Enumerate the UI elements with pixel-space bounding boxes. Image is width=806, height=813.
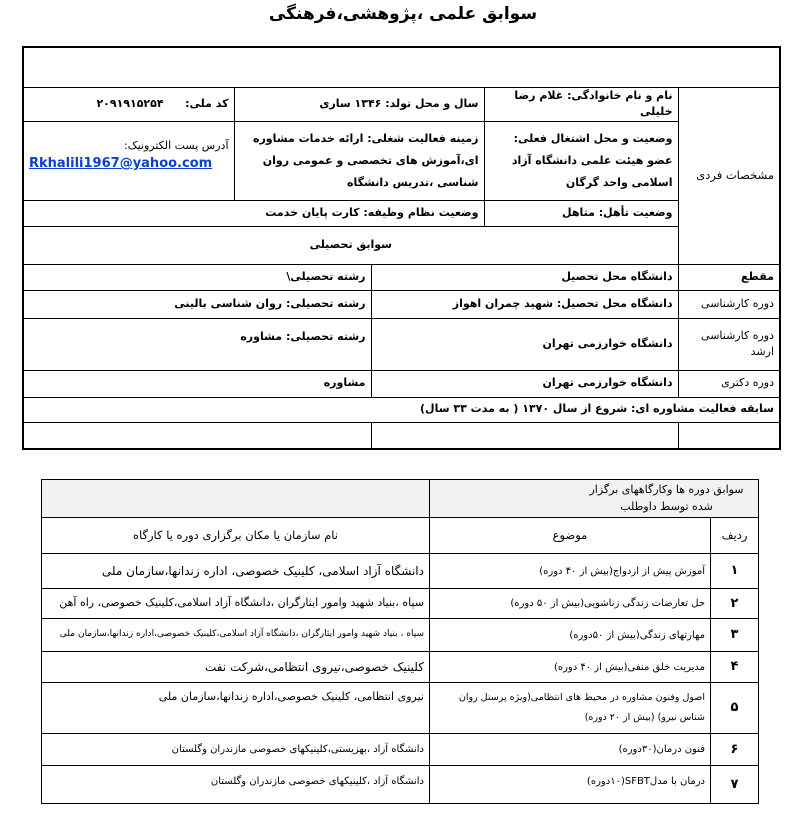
military-cell: وضعیت نظام وظیفه: کارت پایان خدمت <box>23 200 484 226</box>
caption-blank <box>42 480 430 518</box>
row-num: ۲ <box>711 589 759 619</box>
edu-level-1: دوره کارشناسی <box>678 290 780 318</box>
table-row <box>42 683 759 734</box>
blank-top-row <box>23 47 780 87</box>
table-row <box>42 766 759 804</box>
row-num: ۶ <box>711 734 759 766</box>
blank-cell-3 <box>23 422 371 449</box>
row-num: ۳ <box>711 619 759 652</box>
col-org: نام سازمان یا مکان برگزاری دوره یا کارگاه <box>42 518 430 554</box>
national-code-value: ۲۰۹۱۹۱۵۲۵۴ <box>96 96 164 110</box>
row-org: دانشگاه آزاد ،بهزیستی،کلینیکهای خصوصی مازندران وگلستان <box>42 734 430 766</box>
page-title: سوابق علمی ،پژوهشی،فرهنگی <box>268 4 538 24</box>
edu-field-1: رشته تحصیلی: روان شناسی بالینی <box>23 290 371 318</box>
workshops-table <box>41 479 759 804</box>
counseling-history: سابقه فعالیت مشاوره ای: شروع از سال ۱۳۷۰ ( به مدت ۳۳ سال) <box>23 397 780 422</box>
national-code-cell <box>23 87 234 121</box>
activity-cell: زمینه فعالیت شغلی: ارائه خدمات مشاوره ای،آموزش های تخصصی و عمومی روان شناسی ،تدریس دانشگاه <box>234 121 484 200</box>
col-num: ردیف <box>711 518 759 554</box>
edu-level-3: دوره دکتری <box>678 370 780 397</box>
table-row <box>42 589 759 619</box>
blank-cell-2 <box>371 422 678 449</box>
row-org: دانشگاه آزاد اسلامی، کلینیک خصوصی، اداره زندانها،سازمان ملی <box>42 554 430 589</box>
edu-field-3: مشاوره <box>23 370 371 397</box>
blank-cell-1 <box>678 422 780 449</box>
email-link[interactable]: Rkhalili1967@yahoo.com <box>29 156 213 171</box>
col-field: رشته تحصیلی\ <box>23 264 371 290</box>
row-num: ۷ <box>711 766 759 804</box>
row-num: ۵ <box>711 683 759 734</box>
personal-section-label: مشخصات فردی <box>678 87 780 264</box>
row-topic: اصول وفنون مشاوره در محیط های انتظامی(ویژه پرسنل روان شناس نیرو) (بیش از ۲۰ دوره) <box>430 683 711 734</box>
table-row <box>42 652 759 683</box>
table-row <box>42 734 759 766</box>
email-cell <box>23 121 234 200</box>
row-org: نیروی انتظامی، کلینیک خصوصی،اداره زندانها،سازمان ملی <box>42 683 430 734</box>
job-status-cell: وضعیت و محل اشتغال فعلی: عضو هیئت علمی دانشگاه آزاد اسلامی واحد گرگان <box>484 121 678 200</box>
birth-cell: سال و محل تولد: ۱۳۴۶ ساری <box>234 87 484 121</box>
row-topic: فنون درمان(۳۰دوره) <box>430 734 711 766</box>
table-row <box>42 554 759 589</box>
personal-education-table <box>22 46 781 450</box>
marital-cell: وضعیت تأهل: متاهل <box>484 200 678 226</box>
row-topic: مهارتهای زندگی(بیش از ۵۰دوره) <box>430 619 711 652</box>
name-cell: نام و نام خانوادگی: غلام رضا خلیلی <box>484 87 678 121</box>
email-label: آدرس پست الکترونیک: <box>124 138 229 152</box>
row-topic: آموزش پیش از ازدواج(بیش از ۴۰ دوره) <box>430 554 711 589</box>
row-org: سپاه ،بنیاد شهید وامور ایثارگران ،دانشگاه آزاد اسلامی،کلینیک خصوصی، راه آهن <box>42 589 430 619</box>
col-topic: موضوع <box>430 518 711 554</box>
row-topic: مدیریت خلق منفی(بیش از ۴۰ دوره) <box>430 652 711 683</box>
national-code-label: کد ملی: <box>185 96 229 110</box>
edu-level-2: دوره کارشناسی ارشد <box>678 318 780 370</box>
edu-university-2: دانشگاه خوارزمی تهران <box>371 318 678 370</box>
row-topic: درمان با مدلSFBT(۱۰دوره) <box>430 766 711 804</box>
row-num: ۱ <box>711 554 759 589</box>
row-org: دانشگاه آزاد ،کلینیکهای خصوصی مازندران وگلستان <box>42 766 430 804</box>
row-topic: حل تعارضات زندگی زناشویی(بیش از ۵۰ دوره) <box>430 589 711 619</box>
row-num: ۴ <box>711 652 759 683</box>
col-level: مقطع <box>678 264 780 290</box>
workshops-caption: سوابق دوره ها وکارگاههای برگزار شده توسط داوطلب <box>430 480 759 518</box>
edu-university-3: دانشگاه خوارزمی تهران <box>371 370 678 397</box>
col-university: دانشگاه محل تحصیل <box>371 264 678 290</box>
edu-field-2: رشته تحصیلی: مشاوره <box>23 318 371 370</box>
edu-university-1: دانشگاه محل تحصیل: شهید چمران اهواز <box>371 290 678 318</box>
row-org: سپاه ، بنیاد شهید وامور ایثارگران ،دانشگاه آزاد اسلامی،کلینیک خصوصی،اداره زندانها،سازمان ملی <box>42 619 430 652</box>
table-row <box>42 619 759 652</box>
education-header: سوابق تحصیلی <box>23 226 678 264</box>
row-org: کلینیک خصوصی،نیروی انتظامی،شرکت نفت <box>42 652 430 683</box>
